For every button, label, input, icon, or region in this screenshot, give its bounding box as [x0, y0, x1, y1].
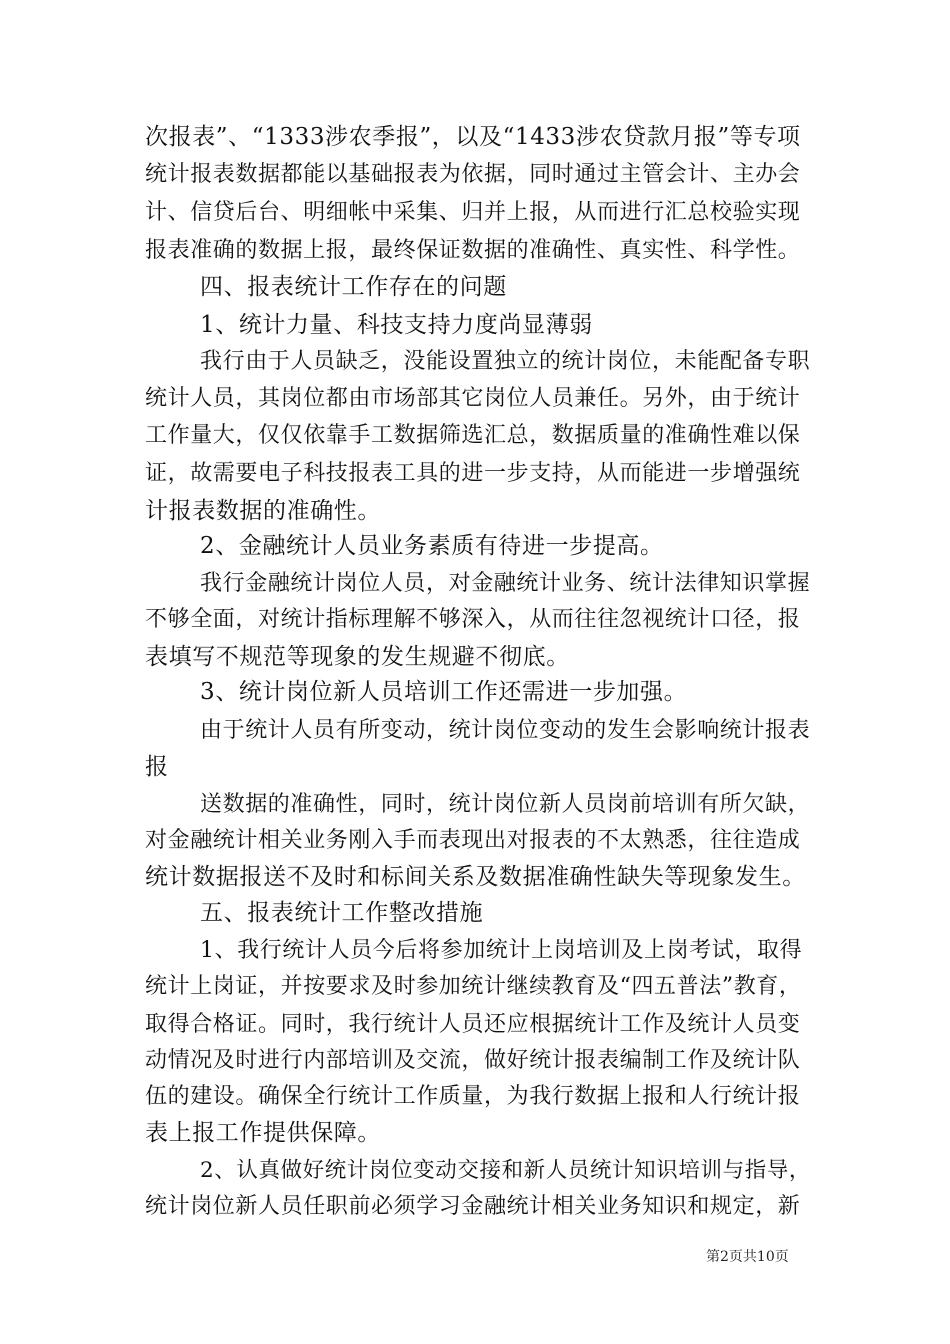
- text-line: 我行金融统计岗位人员，对金融统计业务、统计法律知识掌握: [200, 571, 811, 596]
- text-line: 动情况及时进行内部培训及交流，做好统计报表编制工作及统计队: [145, 1048, 801, 1073]
- text-line: 报: [145, 754, 169, 780]
- text-line: 不够全面，对统计指标理解不够深入，从而往往忽视统计口径，报: [145, 607, 801, 632]
- text-line: 报表准确的数据上报，最终保证数据的准确性、真实性、科学性。: [145, 238, 801, 263]
- text-line: 次报表”、“1333涉农季报”，以及“1433涉农贷款月报”等专项: [145, 124, 801, 150]
- text-line: 统计数据报送不及时和标间关系及数据准确性缺失等现象发生。: [145, 864, 806, 890]
- subsection-heading: 3、统计岗位新人员培训工作还需进一步加强。: [200, 679, 688, 705]
- text-line: 1、我行统计人员今后将参加统计上岗培训及上岗考试，取得: [200, 938, 803, 963]
- text-line: 对金融统计相关业务刚入手而表现出对报表的不太熟悉，往往造成: [145, 828, 801, 853]
- text-line: 统计报表数据都能以基础报表为依据，同时通过主管会计、主办会: [145, 162, 801, 187]
- subsection-heading: 1、统计力量、科技支持力度尚显薄弱: [200, 312, 593, 338]
- text-line: 计、信贷后台、明细帐中采集、归并上报，从而进行汇总校验实现: [145, 200, 801, 225]
- section-heading: 四、报表统计工作存在的问题: [200, 274, 507, 300]
- text-line: 2、认真做好统计岗位变动交接和新人员统计知识培训与指导，: [200, 1158, 811, 1183]
- text-line: 我行由于人员缺乏，没能设置独立的统计岗位，未能配备专职: [200, 349, 811, 374]
- text-line: 统计人员，其岗位都由市场部其它岗位人员兼任。另外，由于统计: [145, 386, 801, 411]
- text-line: 计报表数据的准确性。: [145, 498, 381, 524]
- subsection-heading: 2、金融统计人员业务素质有待进一步提高。: [200, 533, 664, 559]
- text-line: 统计岗位新人员任职前必须学习金融统计相关业务知识和规定，新: [145, 1194, 801, 1219]
- text-line: 伍的建设。确保全行统计工作质量，为我行数据上报和人行统计报: [145, 1084, 801, 1109]
- text-line: 表填写不规范等现象的发生规避不彻底。: [145, 644, 570, 670]
- section-heading: 五、报表统计工作整改措施: [200, 900, 484, 926]
- text-line: 取得合格证。同时，我行统计人员还应根据统计工作及统计人员变: [145, 1012, 801, 1037]
- text-line: 表上报工作提供保障。: [145, 1120, 381, 1146]
- text-line: 统计上岗证，并按要求及时参加统计继续教育及“四五普法”教育，: [145, 974, 802, 999]
- text-line: 工作量大，仅仅依靠手工数据筛选汇总，数据质量的准确性难以保: [145, 423, 801, 448]
- text-line: 送数据的准确性，同时，统计岗位新人员岗前培训有所欠缺，: [200, 792, 811, 817]
- page-number: 第2页共10页: [706, 1249, 789, 1265]
- text-line: 证，故需要电子科技报表工具的进一步支持，从而能进一步增强统: [145, 461, 801, 486]
- text-line: 由于统计人员有所变动，统计岗位变动的发生会影响统计报表: [200, 718, 811, 743]
